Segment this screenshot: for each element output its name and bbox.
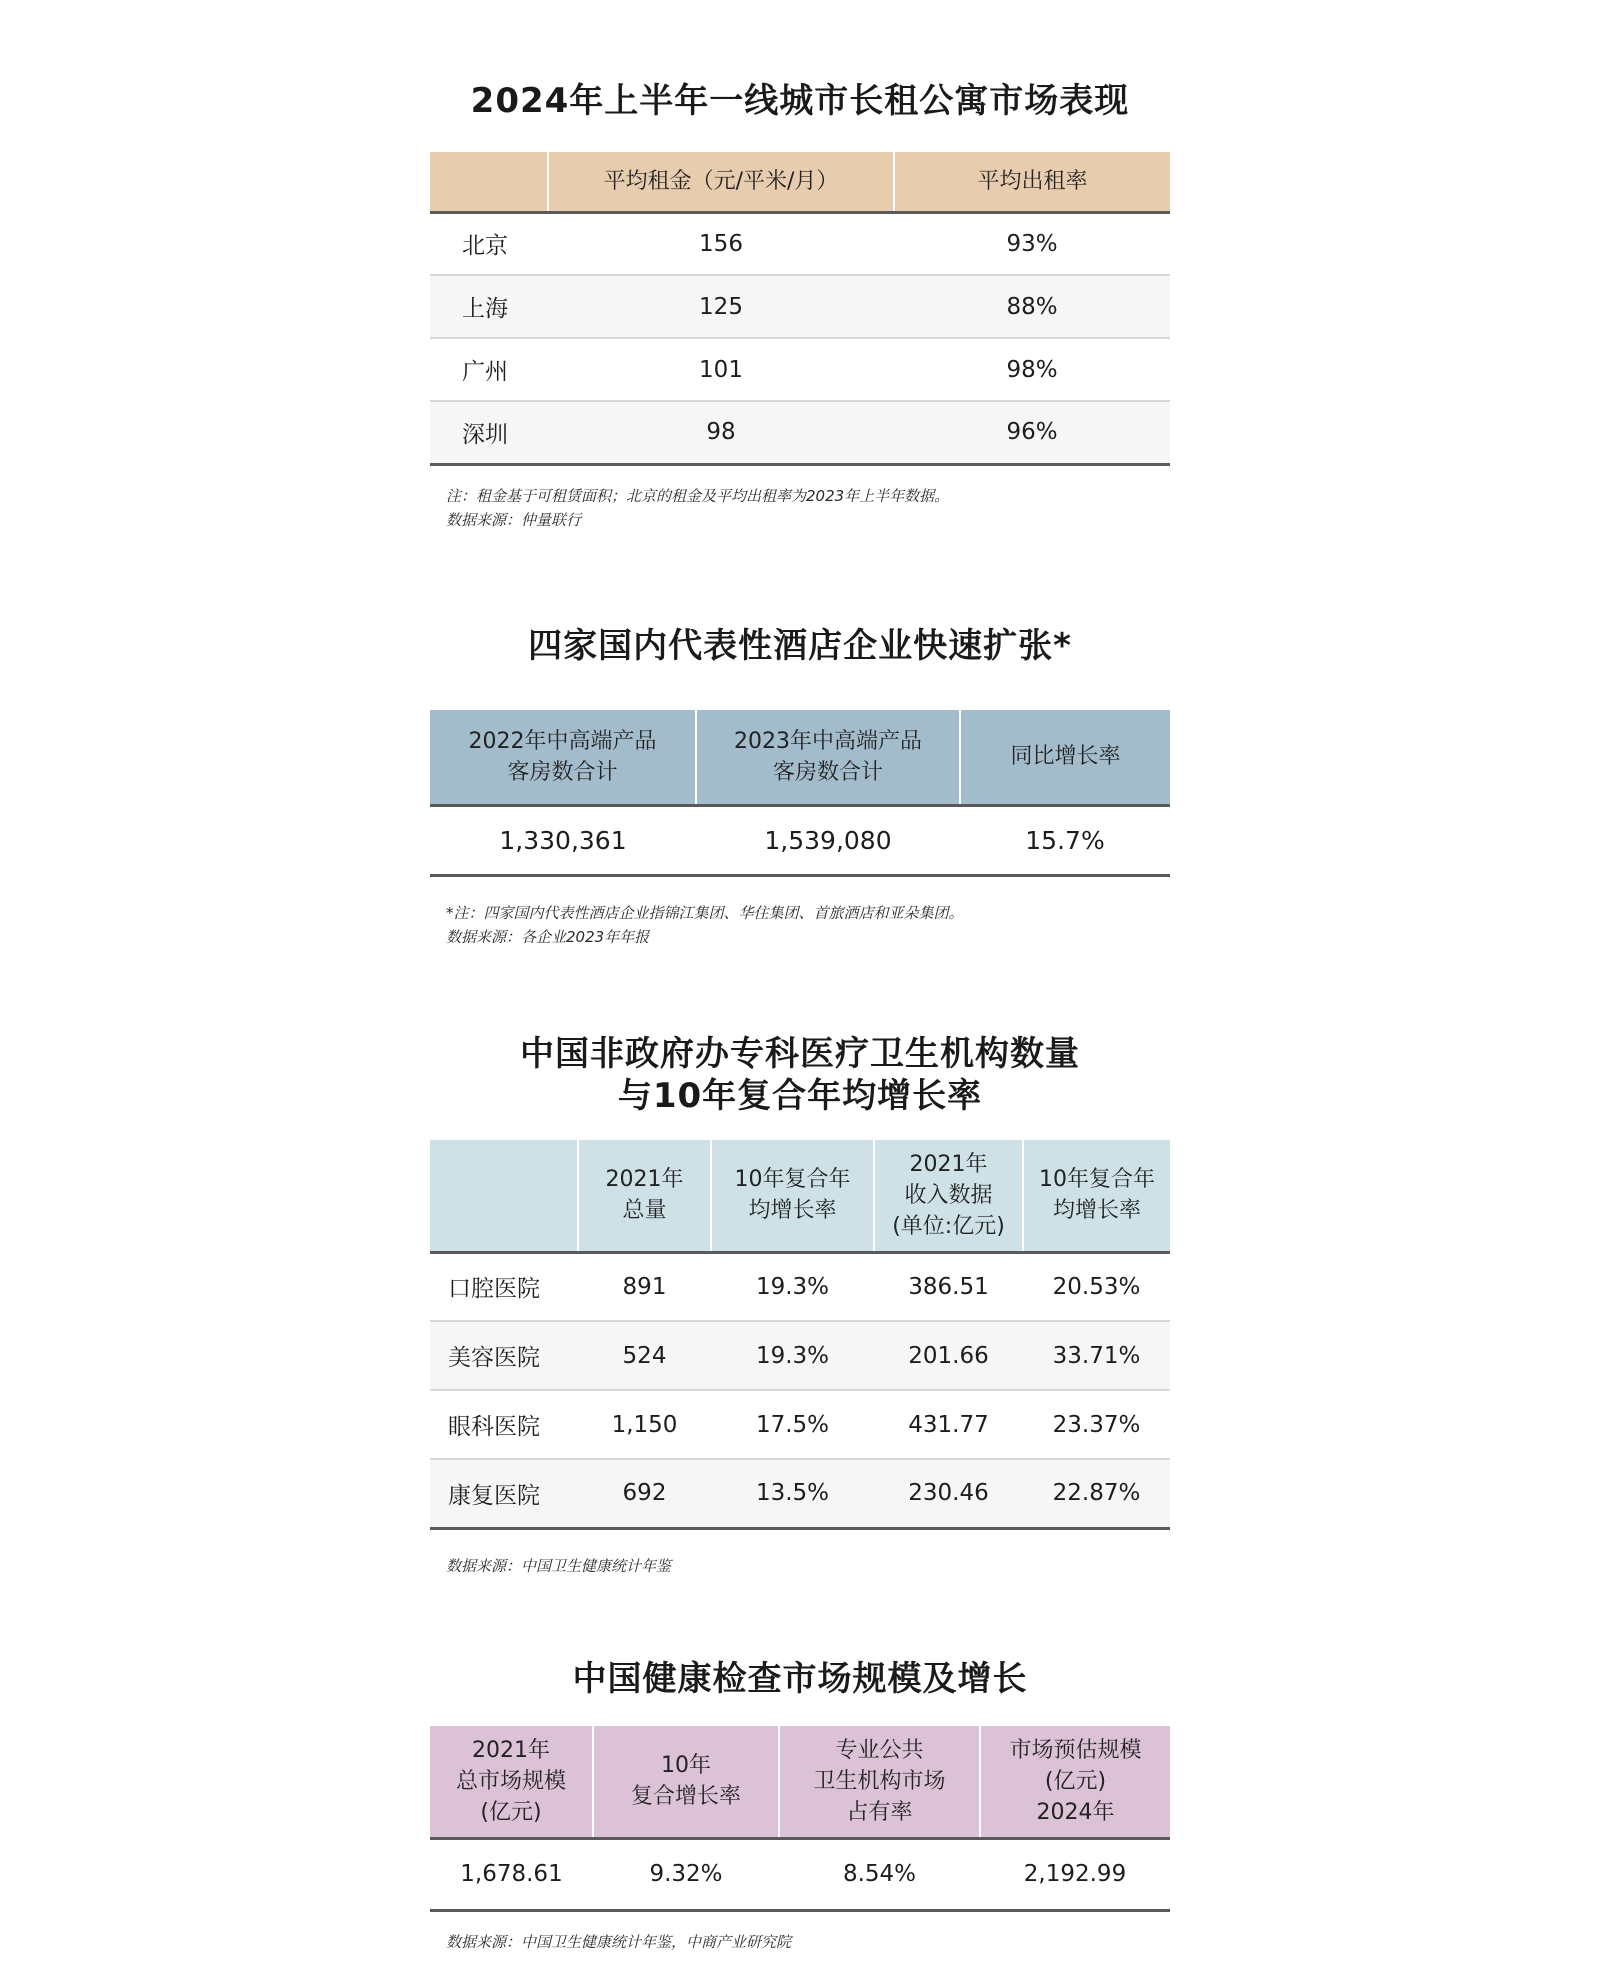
hospital-title-line2: 与10年复合年均增长率 (617, 1076, 983, 1116)
apartment-table (430, 152, 1170, 466)
total-cell: 891 (578, 1252, 711, 1321)
revenue-cell: 431.77 (874, 1390, 1023, 1459)
hospital-header-revenue: 2021年 收入数据 (单位:亿元) (874, 1140, 1023, 1252)
revenue-cagr-cell: 22.87% (1023, 1459, 1170, 1528)
hospital-type-cell: 康复医院 (430, 1459, 578, 1528)
revenue-cell: 230.46 (874, 1459, 1023, 1528)
hospital-header-revenue-cagr: 10年复合年 均增长率 (1023, 1140, 1170, 1252)
health-check-header-row (430, 1726, 1170, 1838)
health-check-title: 中国健康检查市场规模及增长 (572, 1659, 1028, 1699)
hotel-title: 四家国内代表性酒店企业快速扩张* (528, 626, 1072, 666)
hospital-title-line1: 中国非政府办专科医疗卫生机构数量 (520, 1034, 1080, 1074)
table-row (430, 275, 1170, 338)
rooms-2023-cell: 1,539,080 (696, 805, 960, 875)
hospital-table (430, 1140, 1170, 1530)
occupancy-cell: 93% (894, 212, 1170, 275)
share-cell: 8.54% (779, 1838, 980, 1910)
hospital-section (430, 1033, 1170, 1578)
occupancy-cell: 88% (894, 275, 1170, 338)
hospital-header-row (430, 1140, 1170, 1252)
table-row (430, 1390, 1170, 1459)
apartment-header-city (430, 152, 548, 212)
table-row (430, 338, 1170, 401)
hospital-type-cell: 美容医院 (430, 1321, 578, 1390)
health-check-header-forecast: 市场预估规模 (亿元) 2024年 (980, 1726, 1170, 1838)
hotel-section (430, 625, 1170, 949)
count-cagr-cell: 17.5% (711, 1390, 874, 1459)
rent-cell: 101 (548, 338, 894, 401)
health-check-table (430, 1726, 1170, 1912)
city-cell: 上海 (430, 275, 548, 338)
hospital-header-count-cagr: 10年复合年 均增长率 (711, 1140, 874, 1252)
hotel-header-row (430, 710, 1170, 805)
table-row (430, 1321, 1170, 1390)
health-check-section (430, 1658, 1170, 1954)
apartment-header-occupancy: 平均出租率 (894, 152, 1170, 212)
apartment-title: 2024年上半年一线城市长租公寓市场表现 (470, 81, 1130, 121)
hospital-type-cell: 眼科医院 (430, 1390, 578, 1459)
occupancy-cell: 98% (894, 338, 1170, 401)
hotel-header-2022: 2022年中高端产品 客房数合计 (430, 710, 696, 805)
apartment-header-rent: 平均租金（元/平米/月） (548, 152, 894, 212)
rent-cell: 98 (548, 401, 894, 464)
health-check-source: 数据来源：中国卫生健康统计年鉴，中商产业研究院 (446, 1932, 792, 1951)
health-check-header-share: 专业公共 卫生机构市场 占有率 (779, 1726, 980, 1838)
table-row (430, 1252, 1170, 1321)
apartment-note: 注：租金基于可租赁面积；北京的租金及平均出租率为2023年上半年数据。 (446, 486, 950, 505)
revenue-cell: 386.51 (874, 1252, 1023, 1321)
count-cagr-cell: 13.5% (711, 1459, 874, 1528)
growth-cell: 15.7% (960, 805, 1170, 875)
revenue-cagr-cell: 33.71% (1023, 1321, 1170, 1390)
table-row (430, 1459, 1170, 1528)
table-row (430, 212, 1170, 275)
hospital-header-type (430, 1140, 578, 1252)
forecast-cell: 2,192.99 (980, 1838, 1170, 1910)
market-size-cell: 1,678.61 (430, 1838, 593, 1910)
hospital-source: 数据来源：中国卫生健康统计年鉴 (446, 1556, 672, 1575)
city-cell: 广州 (430, 338, 548, 401)
table-row (430, 401, 1170, 464)
health-check-header-market: 2021年 总市场规模 (亿元) (430, 1726, 593, 1838)
hotel-note: *注：四家国内代表性酒店企业指锦江集团、华住集团、首旅酒店和亚朵集团。 (446, 903, 964, 922)
rent-cell: 125 (548, 275, 894, 338)
apartment-header-row (430, 152, 1170, 212)
hotel-table (430, 710, 1170, 877)
revenue-cell: 201.66 (874, 1321, 1023, 1390)
apartment-section (430, 80, 1170, 532)
hotel-header-growth: 同比增长率 (960, 710, 1170, 805)
hospital-header-total: 2021年 总量 (578, 1140, 711, 1252)
total-cell: 1,150 (578, 1390, 711, 1459)
apartment-source: 数据来源：仲量联行 (446, 510, 582, 529)
city-cell: 深圳 (430, 401, 548, 464)
occupancy-cell: 96% (894, 401, 1170, 464)
hospital-type-cell: 口腔医院 (430, 1252, 578, 1321)
table-row (430, 1838, 1170, 1910)
city-cell: 北京 (430, 212, 548, 275)
count-cagr-cell: 19.3% (711, 1252, 874, 1321)
revenue-cagr-cell: 23.37% (1023, 1390, 1170, 1459)
cagr-cell: 9.32% (593, 1838, 779, 1910)
rent-cell: 156 (548, 212, 894, 275)
total-cell: 692 (578, 1459, 711, 1528)
rooms-2022-cell: 1,330,361 (430, 805, 696, 875)
table-row (430, 805, 1170, 875)
hotel-source: 数据来源：各企业2023年年报 (446, 927, 650, 946)
revenue-cagr-cell: 20.53% (1023, 1252, 1170, 1321)
hotel-header-2023: 2023年中高端产品 客房数合计 (696, 710, 960, 805)
count-cagr-cell: 19.3% (711, 1321, 874, 1390)
total-cell: 524 (578, 1321, 711, 1390)
health-check-header-cagr: 10年 复合增长率 (593, 1726, 779, 1838)
